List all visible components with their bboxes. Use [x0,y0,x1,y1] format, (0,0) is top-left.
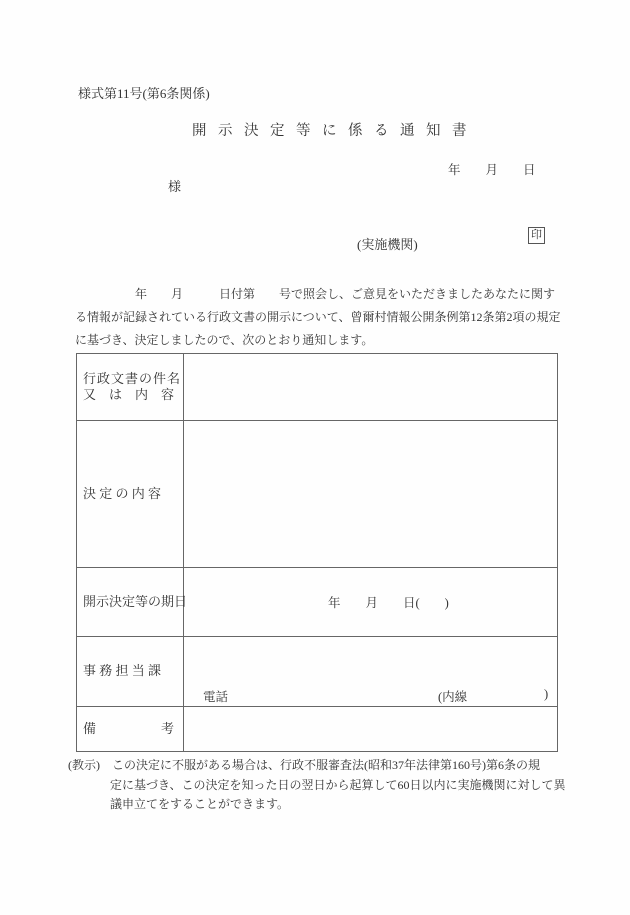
issuing-agency-label: (実施機関) [357,237,418,252]
body-line: 年 月 日付第 号で照会し、ご意見をいただきましたあなたに関す [75,287,556,301]
disclosure-date-blanks: 年 月 日( ) [328,596,449,610]
seal-mark: 印 [528,227,545,244]
row-label-disclosure-date [77,568,188,636]
disclosure-date-value-cell [184,568,557,636]
form-number: 様式第11号(第6条関係) [78,86,210,101]
table-row-disclosure-date [77,567,557,636]
remarks-value-cell [184,707,557,751]
row-label-remarks [77,707,184,751]
appeal-instruction-note [68,756,566,815]
notification-table [76,353,558,752]
document-title: 開示決定等に係る通知書 [192,123,478,139]
document-name-value-cell [184,354,557,420]
table-row-remarks [77,706,557,751]
decision-content-value-cell [184,421,557,567]
row-label-line: 決 定 の 内 容 [83,485,162,501]
table-row-decision-content [77,420,557,567]
row-label-line: 備 考 [83,720,175,736]
footnote-line: 議申立てをすることができます。 [110,797,290,811]
extension-label: (内線 [438,690,468,704]
row-label-line: 行政文書の件名 [83,370,182,386]
footnote-line: 定に基づき、この決定を知った日の翌日から起算して60日以内に実施機関に対して異 [110,777,566,792]
row-label-line: 開示決定等の期日 [83,593,188,609]
extension-close-paren: ) [544,687,549,701]
table-row-office-in-charge [77,636,557,706]
office-in-charge-value-cell [184,637,557,706]
telephone-label: 電話 [203,690,229,704]
row-label-decision-content [77,421,184,567]
row-label-office-in-charge [77,637,184,706]
body-line: に基づき、決定しましたので、次のとおり通知します。 [75,333,374,347]
phone-line [184,687,557,702]
addressee-honorific: 様 [168,179,182,194]
footnote-line: (教示) この決定に不服がある場合は、行政不服審査法(昭和37年法律第160号)第6条の規 [68,758,540,772]
row-label-document-name [77,354,184,420]
row-label-line: 又 は 内 容 [83,387,175,402]
row-label-line: 事 務 担 当 課 [83,663,162,679]
issue-date-blanks: 年 月 日 [448,163,536,177]
table-row-document-name [77,354,557,420]
body-paragraph [75,283,561,352]
body-line: る情報が記録されている行政文書の開示について、曾爾村情報公開条例第12条第2項の規定 [75,310,561,324]
